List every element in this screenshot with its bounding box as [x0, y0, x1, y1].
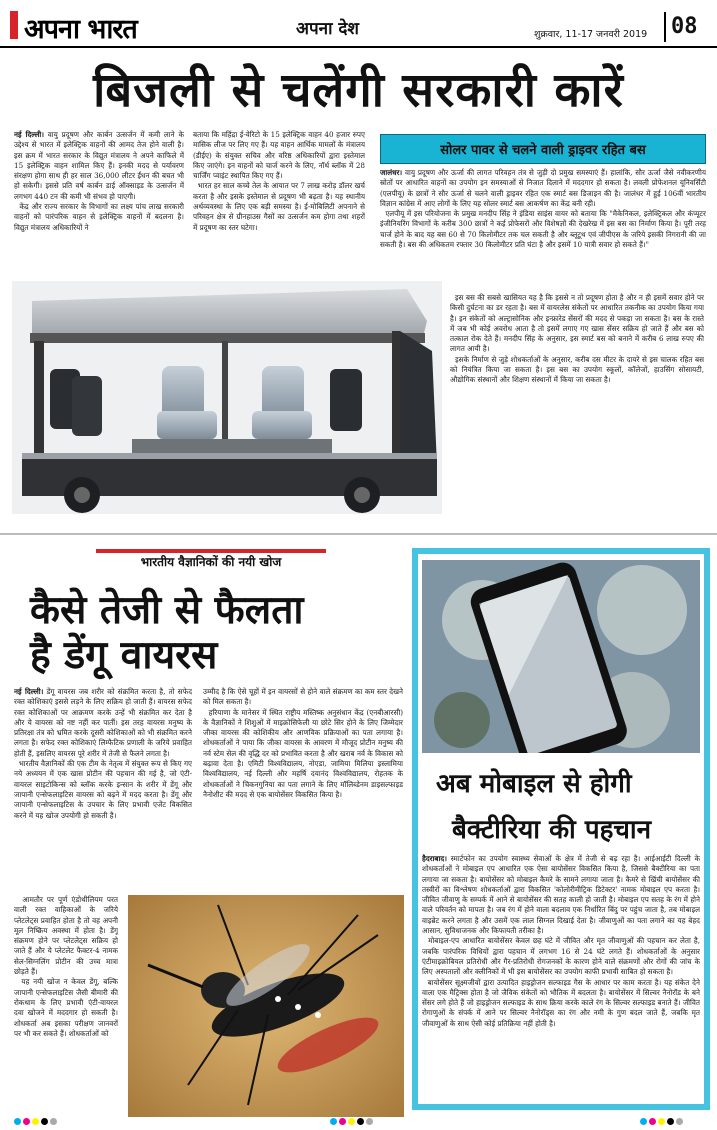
yellow-dot: [658, 1118, 665, 1125]
dengue-column-1b: आमतौर पर पूर्ण एंडोथीलियम परत वाली रक्त वाहिकाओं के जरिये प्लेटलेट्स प्रवाहित होता है तो वह अपनी मूल निष्क्रिय अवस्था में होता है। डेंगू संक्रमण होने पर प्लेटलेट्स सक्रिय हो जाते हैं और ये प्लेटलेट फैक्टर-4 नामक सेल-सिग्नलिंग प्रोटीन की उच्च मात्रा छोड़ते हैं। यह नयी खोज न केवल डेंगू, बल्कि जापानी एन्सेफलाइटिस जैसी बीमारी की रोकथाम के लिए प्रभावी एंटी-वायरल दवा खोजने में मददगार हो सकती है। शोधकर्ता अब इसका परीक्षण जानवरों पर भी कर सकते हैं। शोधकर्ताओं को: [14, 895, 118, 1038]
lead-column-2: बताया कि महिंद्रा ई-वेरिटो के 15 इलेक्ट्रिक वाहन 40 हजार रुपए मासिक लीज पर लिए गए हैं। यह वाहन आर्थिक मामलों के मंत्रालय (डीईए) के संयुक्त सचिव और वरिष्ठ अधिकारियों द्वारा इस्तेमाल किए जाएंगे। इन वाहनों को चार्ज करने के लिए, नॉर्थ ब्लॉक में 28 चार्जिंग प्वाइंट स्थापित किए गए हैं। भारत हर साल कच्चे तेल के आयात पर 7 लाख करोड़ डॉलर खर्च करता है और इसके इस्तेमाल से प्रदूषण भी बढ़ता है। यह स्थानीय अर्थव्यवस्था के लिए एक बड़ी समस्या है। ई-मोबिलिटी अपनाने से परिवहन क्षेत्र से ग्रीनहाउस गैसों का उत्सर्जन कम होगा तथा शहरों में प्रदूषण का स्तर घटेगा।: [193, 130, 365, 232]
phone-bacteria-photo: [422, 560, 700, 753]
mosquito-photo: [128, 895, 404, 1117]
mosquito-illustration: [128, 895, 404, 1117]
mobile-body: हैदराबाद। स्मार्टफोन का उपयोग स्वास्थ्य सेवाओं के क्षेत्र में तेजी से बढ़ रहा है। आईआईटी दिल्ली के शोधकर्ताओं ने मोबाइल एप आधारित एक ऐसा बायोसेंसर विकसित किया है, जिससे बैक्टीरिया का पता लगाया जा सकता है। बायोसेंसर को मोबाइल कैमरे के सामने लगाया जाता है। कैमरे से खिंची बायोसेंसर की तस्वीरों का विश्लेषण शोधकर्ताओं द्वारा विकसित 'कोलोरीमीट्रिक डिटेक्टर' नामक मोबाइल एप करता है। जीवित जीवाणु के सम्पर्क में आने से बायोसेंसर की सतह काली हो जाती है। मोबाइल एप सतह के रंग में होने वाले परिवर्तन को मापता है। जब रंग में होने वाला बदलाव एक निर्धारित बिंदु पर पहुंच जाता है, तब मोबाइल वाइब्रेट करने लगता है और उसमें एक लाल सिग्नल दिखाई देता है। जीवाणुओं का पता लगाने का यह बेहद आसान, सुविधाजनक और किफायती तरीका है। मोबाइल-एप आधारित बायोसेंसर केवल छह घंटे में जीवित और मृत जीवाणुओं की पहचान कर लेता है, जबकि पारंपरिक विधियों द्वारा पहचान में लगभग 16 से 24 घंटे लगते हैं। शोधकर्ताओं के अनुसार एंटीमाइक्रोबियल प्रतिरोधी और गैर-प्रतिरोधी रोगजनकों के कारण होने वाले संक्रमणों और रोगों की जांच के लिए अस्पतालों और क्लीनिकों में भी इस बायोसेंसर का उपयोग काफी प्रभावी साबित हो सकता है। बायोसेंसर सूक्ष्मजीवों द्वारा उत्पादित हाइड्रोजन सल्फाइड गैस के आधार पर काम करता है। यह संकेत देने वाला एक मैट्रिक्स होता है जो जैविक संकेतों को भौतिक में बदलता है। बायोसेंसर में सिल्वर नैनोरॉड के बने सेंसर लगे होते हैं जो हाइड्रोजन सल्फाइड के साथ क्रिया करके काले रंग के सिल्वर सल्फाइड बनाते हैं। जीवित रोगाणुओं के संपर्क में आने पर सिल्वर नैनोरॉड्स का रंग और नमी के गुण बदल जाते हैं, जबकि मृत जीवाणुओं के साथ ऐसी कोई प्रतिक्रिया नहीं होती है।: [422, 854, 700, 1028]
yellow-dot: [348, 1118, 355, 1125]
magenta-dot: [339, 1118, 346, 1125]
phone-illustration: [422, 560, 700, 753]
grey-dot: [676, 1118, 683, 1125]
solar-column-right: इस बस की सबसे खासियत यह है कि इससे न तो प्रदूषण होता है और न ही इसमें सवार होने पर किसी दुर्घटना का डर रहता है। बस में वायरलेस संकेतों पर आधारित तकनीक का उपयोग किया गया है। इन संकेतों को अल्ट्रासोनिक और इन्फ्रारेड सेंसरों की मदद से पकड़ा जा सकता है। बस के रास्ते में जब भी कोई अवरोध आता है तो इसमें लगाए गए खास सेंसर सक्रिय हो जाते हैं और बस को तत्काल रोक देते हैं। मनदीप सिंह के अनुसार, इस स्मार्ट बस को बनाने में करीब 6 लाख रुपए की लागत आयी है। इसके निर्माण से जुड़े शोधकर्ताओं के अनुसार, करीब दस मीटर के दायरे से इस चालक रहित बस को नियंत्रित किया जा सकता है। इस बस का उपयोग स्कूलों, कॉलेजों, हाउसिंग सोसायटी, औद्योगिक संस्थानों और शिक्षण संस्थानों में किया जा सकता है।: [450, 293, 704, 385]
newspaper-logo: अपना भारत: [24, 14, 137, 45]
dengue-kicker: भारतीय वैज्ञानिकों की नयी खोज: [140, 555, 282, 569]
yellow-dot: [32, 1118, 39, 1125]
mobile-headline-line-1: अब मोबाइल से होगी: [436, 769, 632, 799]
lead-column-1: नई दिल्ली। वायु प्रदूषण और कार्बन उत्सर्जन में कमी लाने के उद्देश्य से भारत में इलेक्ट्रिक वाहनों की आमद तेज होने वाली है। इस क्रम में भारत सरकार के विद्युत मंत्रालय ने अपने काफिले में 15 इलेक्ट्रिक वाहन शामिल किए हैं। इनकी मदद से पर्यावरण संरक्षण होगा साथ ही हर साल 36,000 लीटर ईंधन की बचत भी हो सकेगी। इससे प्रति वर्ष कार्बन डाई ऑक्साइड के उत्सर्जन में लगभग 440 टन की कमी भी संभव हो पाएगी। केंद्र और राज्य सरकार के विभागों का लक्ष्य पांच लाख सरकारी वाहनों को पारंपरिक वाहन से इलेक्ट्रिक वाहनों में बदलना है। विद्युत मंत्रालय अधिकारियों ने: [14, 130, 184, 232]
cyan-dot: [14, 1118, 21, 1125]
grey-dot: [366, 1118, 373, 1125]
black-dot: [41, 1118, 48, 1125]
cyan-dot: [640, 1118, 647, 1125]
print-registration-left: [14, 1110, 59, 1124]
print-registration-center: [330, 1110, 375, 1124]
bus-illustration: [12, 281, 442, 514]
dengue-column-1: नई दिल्ली। डेंगू वायरस जब शरीर को संक्रमित करता है, तो सफेद रक्त कोशिकाएं इससे लड़ने के लिए सक्रिय हो जाती हैं। वायरस सफेद रक्त कोशिकाओं पर आक्रमण करके उन्हें भी संक्रमित कर देता है और ये वायरस को नष्ट नहीं कर पातीं। इस तरह वायरस मनुष्य के प्रतिरक्षा तंत्र को भ्रमित करके दूसरी कोशिकाओं को भी संक्रमित करने लगता है। सफेद रक्त कोशिकाएं लिम्फैटिक प्रणाली के जरिये प्रवाहित होती हैं, इसलिए वायरस पूरे शरीर में तेजी से फैलने लगता है। भारतीय वैज्ञानिकों की एक टीम के नेतृत्व में संयुक्त रूप से किए गए नये अध्ययन में एक खास प्रोटीन की पहचान की गई है, जो एंटी-वायरल साइटोकिन्स को ब्लॉक करके इन्सान के शरीर में डेंगू और जापानी एन्सेफलाइटिस वायरस को बढ़ने में मदद करता है। डेंगू और जापानी एन्सेफलाइटिस के उपचार के लिए प्रभावी एजेंट विकसित करने में यह खोज उपयोगी हो सकती है।: [14, 687, 192, 820]
section-divider: [0, 533, 717, 535]
dengue-headline-line-1: कैसे तेजी से फैलता: [30, 587, 304, 633]
grey-dot: [50, 1118, 57, 1125]
section-title: अपना देश: [296, 19, 359, 39]
solar-bus-photo: [12, 281, 442, 514]
dengue-headline-line-2: है डेंगू वायरस: [30, 632, 218, 678]
cyan-dot: [330, 1118, 337, 1125]
solar-intro: जालंधर। वायु प्रदूषण और ऊर्जा की लागत परिवहन तंत्र से जुड़ी दो प्रमुख समस्याएं हैं। हालांकि, सौर ऊर्जा जैसे नवीकरणीय स्रोतों पर आधारित वाहनों का उपयोग इन समस्याओं से निजात दिलाने में मददगार हो सकता है। लवली प्रोफेशनल यूनिवर्सिटी (एलपीयू) के छात्रों ने सौर ऊर्जा से चलने वाली ड्राइवर रहित एक स्मार्ट बस डिजाइन की है। जालंधर में हुई 106वीं भारतीय विज्ञान कांग्रेस में आए लोगों के लिए यह सोलर स्मार्ट बस आकर्षण का केंद्र बनी रही। एलपीयू में इस परियोजना के प्रमुख मनदीप सिंह ने इंडिया साइंस वायर को बताया कि "मैकेनिकल, इलेक्ट्रिकल और कंप्यूटर इंजीनियरिंग विभागों के करीब 300 छात्रों ने कई प्रोफेसरों और विशेषज्ञों की देखरेख में इस बस का निर्माण किया है। पूरी तरह चार्ज होने के बाद यह बस 60 से 70 किलोमीटर तक चल सकती है और ब्लूटूथ एवं जीपीएस के जरिये इसकी निगरानी की जा सकती है। बस की अधिकतम रफ्तार 30 किलोमीटर प्रति घंटा है और इसमें 10 यात्री सवार हो सकते हैं।": [380, 168, 706, 250]
dengue-column-2: उम्मीद है कि ऐसे चूहों में इन वायरसों से होने वाले संक्रमण का कम स्तर देखने को मिल सकता है। हरियाणा के मानेसर में स्थित राष्ट्रीय मस्तिष्क अनुसंधान केंद्र (एनबीआरसी) के वैज्ञानिकों ने शिशुओं में माइक्रोसिफेली या छोटे सिर होने के लिए जिम्मेदार जीका वायरस की कोशिकीय और आणविक प्रक्रियाओं का पता लगाया है। शोधकर्ताओं ने पाया कि जीका वायरस के आवरण में मौजूद प्रोटीन मनुष्य की नर्व स्टेम सेल की वृद्धि दर को प्रभावित करता है और खराब नर्व के विकास को बढ़ावा देता है। एमिटी विश्वविद्यालय, नोएडा, जामिया मिलिया इस्लामिया विश्वविद्यालय, नई दिल्ली और महर्षि दयानंद विश्वविद्यालय, रोहतक के शोधकर्ताओं ने चिकनगुनिया का पता लगाने के लिए मॉलिब्डेनम डाइसल्फाइड नैनोशीट की मदद से एक बायोसेंसर विकसित किया है।: [203, 687, 403, 799]
logo-mark: [10, 11, 18, 39]
magenta-dot: [649, 1118, 656, 1125]
lead-headline: बिजली से चलेंगी सरकारी कारें: [93, 63, 624, 118]
black-dot: [357, 1118, 364, 1125]
magenta-dot: [23, 1118, 30, 1125]
black-dot: [667, 1118, 674, 1125]
issue-date: शुक्रवार, 11-17 जनवरी 2019: [534, 29, 648, 40]
solar-headline: सोलर पावर से चलने वाली ड्राइवर रहित बस: [440, 143, 646, 158]
print-registration-right: [640, 1110, 685, 1124]
page-number: 08: [671, 14, 698, 39]
mobile-headline-line-2: बैक्टीरिया की पहचान: [452, 815, 652, 845]
page-number-divider: [664, 12, 666, 42]
